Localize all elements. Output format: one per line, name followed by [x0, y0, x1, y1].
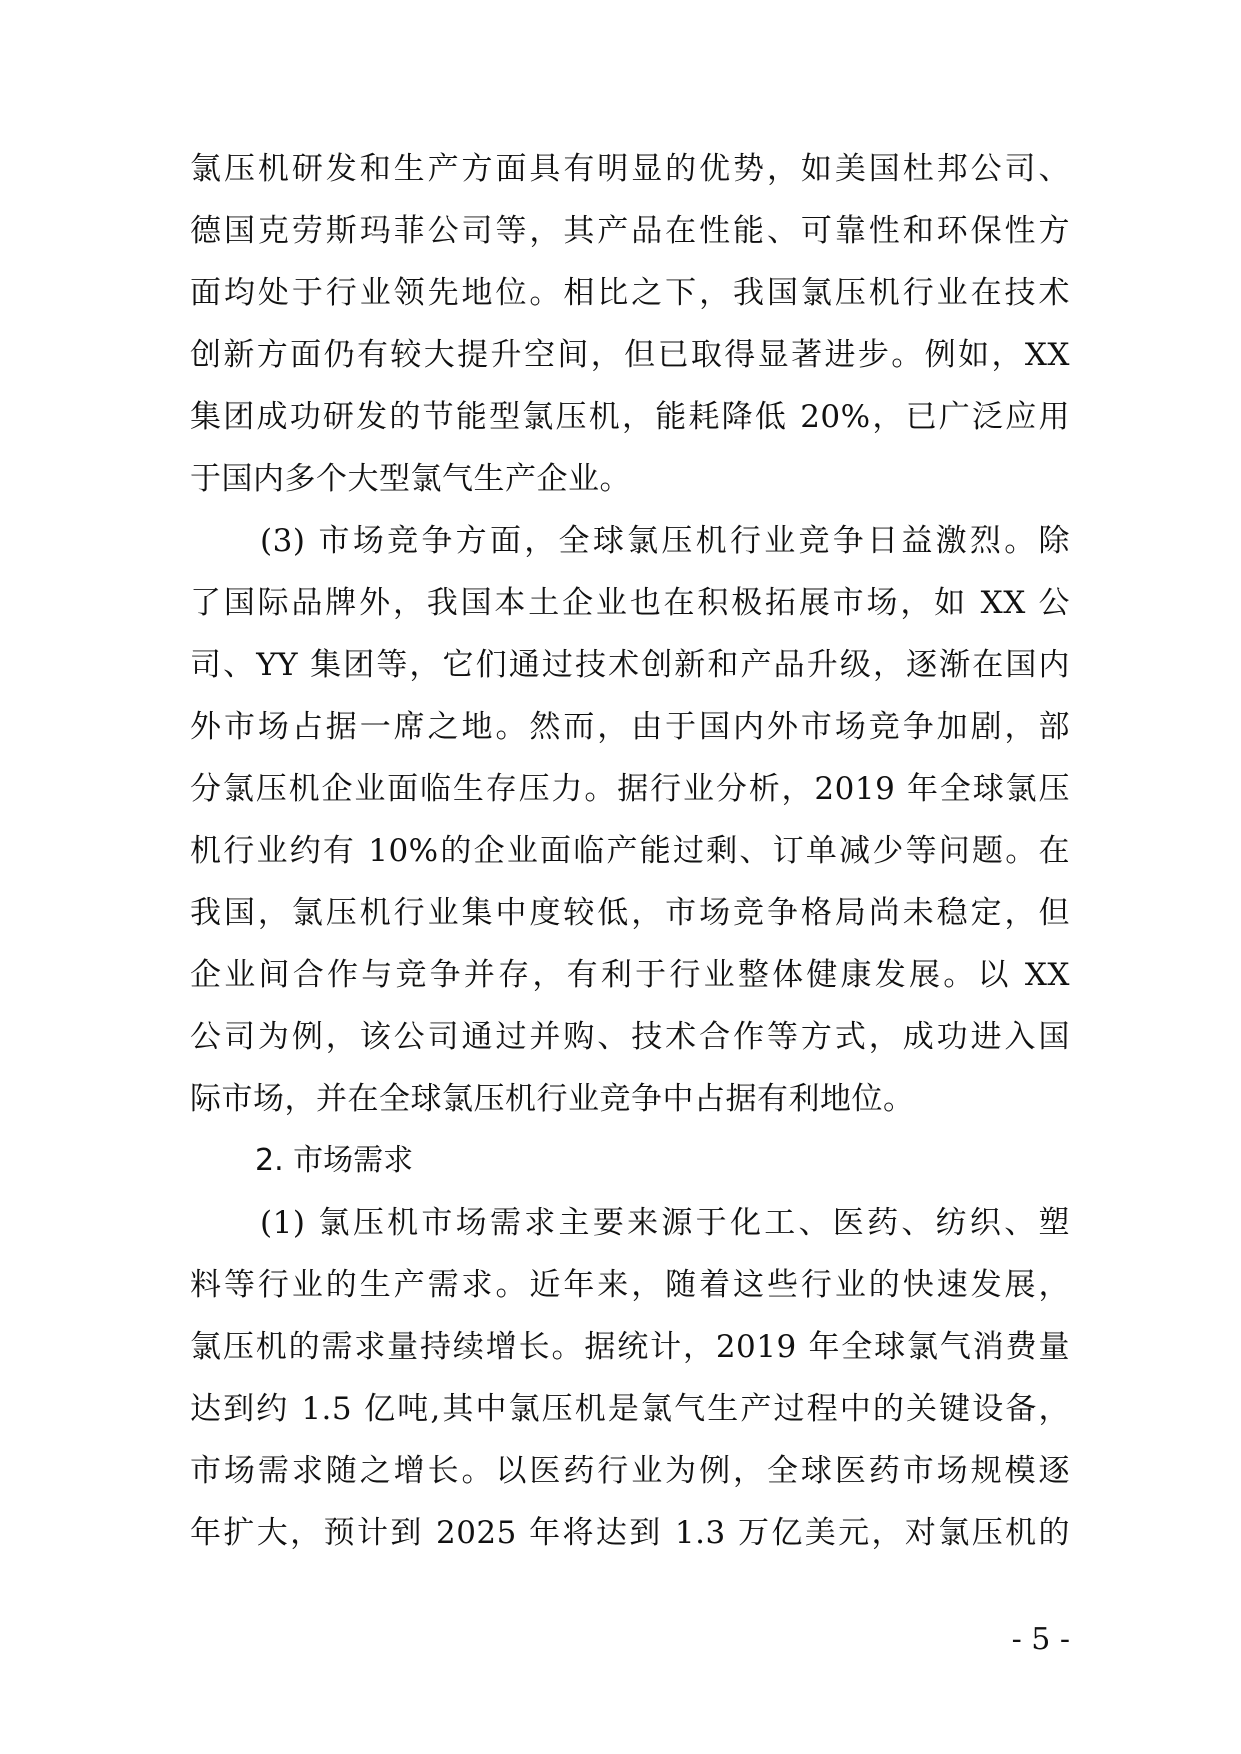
- paragraph-line: 面均处于行业领先地位。相比之下，我国氯压机行业在技术: [190, 275, 1070, 311]
- paragraph-line: 机行业约有 10%的企业面临产能过剩、订单减少等问题。在: [190, 833, 1070, 869]
- paragraph-line: (1) 氯压机市场需求主要来源于化工、医药、纺织、塑: [260, 1205, 1070, 1241]
- paragraph-line: (3) 市场竞争方面，全球氯压机行业竞争日益激烈。除: [260, 523, 1070, 559]
- paragraph-line: 德国克劳斯玛菲公司等，其产品在性能、可靠性和环保性方: [190, 213, 1070, 249]
- paragraph-line: 市场需求随之增长。以医药行业为例，全球医药市场规模逐: [190, 1453, 1070, 1489]
- page-number: - 5 -: [1011, 1622, 1070, 1657]
- paragraph-line: 于国内多个大型氯气生产企业。: [190, 461, 631, 497]
- paragraph-technology: [190, 138, 1070, 510]
- paragraph-line: 氯压机研发和生产方面具有明显的优势，如美国杜邦公司、: [190, 151, 1070, 187]
- paragraph-line: 我国，氯压机行业集中度较低，市场竞争格局尚未稳定，但: [190, 895, 1070, 931]
- paragraph-market-competition: [190, 510, 1070, 1130]
- paragraph-line: 创新方面仍有较大提升空间，但已取得显著进步。例如，XX: [190, 337, 1070, 373]
- paragraph-line: 料等行业的生产需求。近年来，随着这些行业的快速发展，: [190, 1267, 1070, 1303]
- paragraph-line: 氯压机的需求量持续增长。据统计，2019 年全球氯气消费量: [190, 1329, 1070, 1365]
- paragraph-line: 达到约 1.5 亿吨,其中氯压机是氯气生产过程中的关键设备，: [190, 1391, 1070, 1427]
- paragraph-line: 企业间合作与竞争并存，有利于行业整体健康发展。以 XX: [190, 957, 1070, 993]
- paragraph-line: 集团成功研发的节能型氯压机，能耗降低 20%，已广泛应用: [190, 399, 1070, 435]
- paragraph-line: 司、YY 集团等，它们通过技术创新和产品升级，逐渐在国内: [190, 647, 1070, 683]
- paragraph-line: 际市场，并在全球氯压机行业竞争中占据有利地位。: [190, 1081, 915, 1117]
- paragraph-line: 公司为例，该公司通过并购、技术合作等方式，成功进入国: [190, 1019, 1070, 1055]
- paragraph-line: 了国际品牌外，我国本土企业也在积极拓展市场，如 XX 公: [190, 585, 1070, 621]
- paragraph-line: 年扩大，预计到 2025 年将达到 1.3 万亿美元，对氯压机的: [190, 1515, 1070, 1551]
- paragraph-market-demand: [190, 1192, 1070, 1564]
- section-heading: 2. 市场需求: [255, 1143, 414, 1178]
- paragraph-line: 分氯压机企业面临生存压力。据行业分析，2019 年全球氯压: [190, 771, 1070, 807]
- paragraph-line: 外市场占据一席之地。然而，由于国内外市场竞争加剧，部: [190, 709, 1070, 745]
